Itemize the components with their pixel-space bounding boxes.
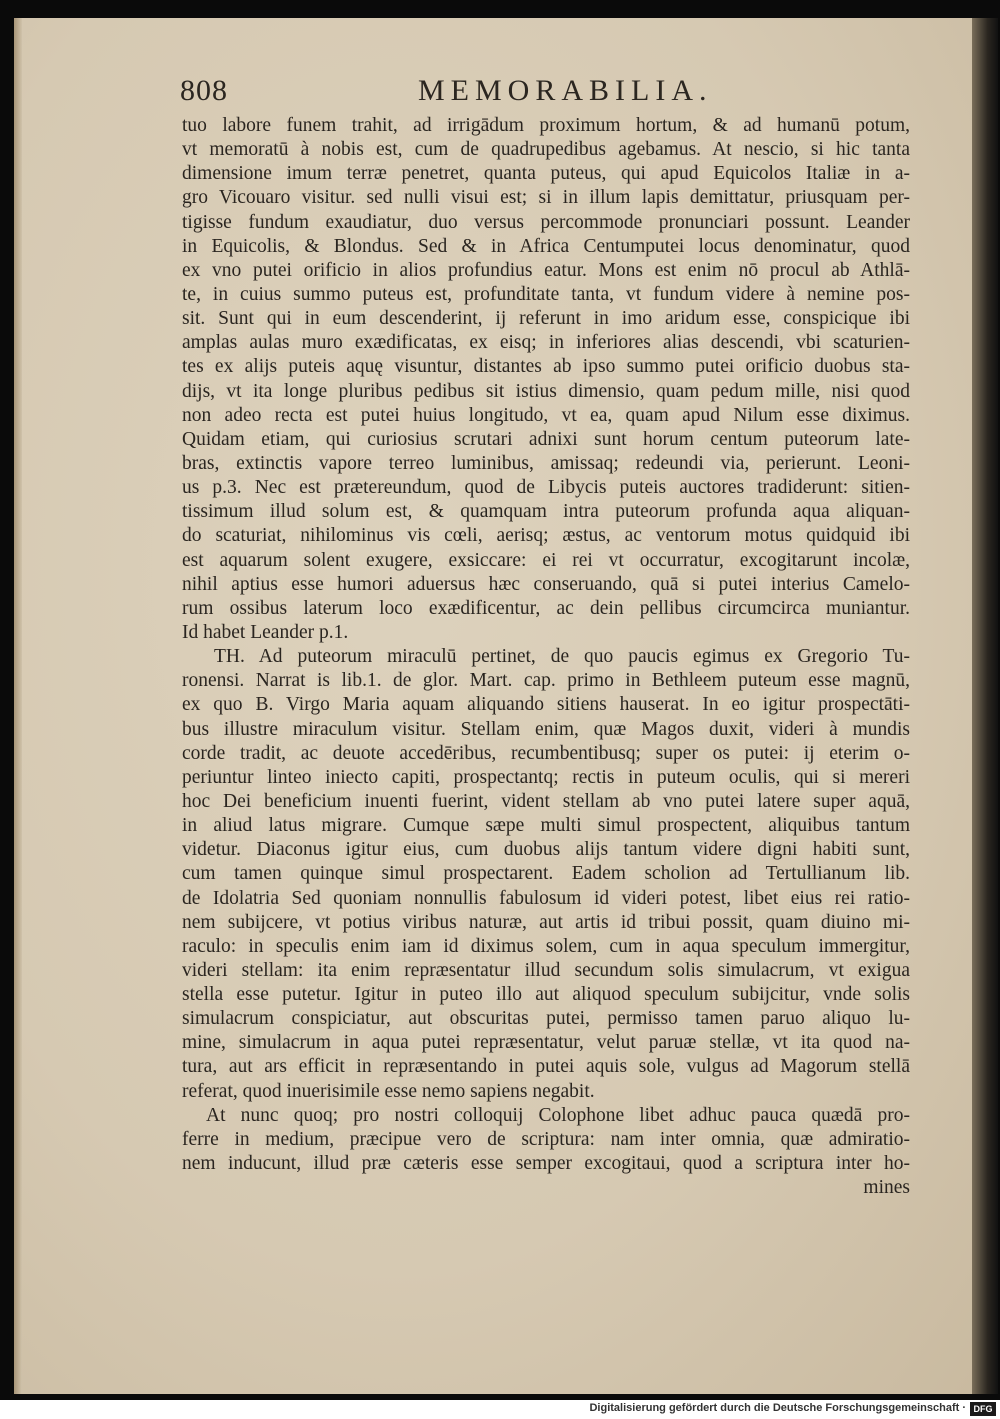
digitization-footer — [0, 1400, 1000, 1419]
text-line: ex quo B. Virgo Maria aquam aliquando sitiens hauserat. In eo igitur prospectāti- — [182, 694, 910, 716]
text-line: tes ex alijs puteis aquę visuntur, distantes ab ipso summo putei orificio duobus sta- — [182, 356, 910, 378]
text-line: ex vno putei orificio in alios profundius eatur. Mons est enim nō procul ab Athlā- — [182, 259, 910, 281]
text-line: Quidam etiam, qui curiosius scrutari adnixi sunt horum centum puteorum late- — [182, 428, 910, 450]
page-edge — [14, 18, 22, 1394]
text-line: nem inducunt, illud præ cæteris esse semper excogitaui, quod a scriptura inter ho- — [182, 1153, 910, 1175]
text-line: periuntur linteo iniecto capiti, prospectantq; rectis in puteum oculis, qui si mereri — [182, 766, 910, 788]
text-line: corde tradit, ac deuote accedēribus, recumbentibusq; super os putei: ij eterim o- — [182, 742, 910, 764]
text-line: tura, aut ars efficit in repræsentando in putei aquis sole, vulgus ad Magorum stellā — [182, 1056, 910, 1078]
text-line: TH. Ad puteorum miraculū pertinet, de quo paucis egimus ex Gregorio Tu- — [214, 646, 910, 668]
text-line: te, in cuius summo puteus est, profunditate tanta, vt fundum videre à nemine pos- — [182, 283, 910, 305]
text-line: mine, simulacrum in aqua putei repræsentatur, velut paruæ stellæ, vt ita quod na- — [182, 1032, 910, 1054]
catchword: mines — [863, 1177, 910, 1199]
text-line: est aquarum solent exugere, exsiccare: ei rei vt occurratur, excogitarunt incolæ, — [182, 549, 910, 571]
text-line: hoc Dei beneficium inuenti fuerint, vident stellam ab vno putei latere super aquā, — [182, 790, 910, 812]
text-line: bras, extinctis vapore terreo luminibus, amissaq; redeundi via, perierunt. Leoni- — [182, 452, 910, 474]
text-line: At nunc quoq; pro nostri colloquij Colophone libet adhuc pauca quædā pro- — [206, 1104, 910, 1126]
text-line: dimensione imum terræ penetret, quanta puteus, qui apud Equicolos Italiæ in a- — [182, 163, 910, 185]
page-header — [180, 74, 940, 114]
text-line: videtur. Diaconus igitur eius, cum duobus alijs tantum videre digni habiti sunt, — [182, 839, 910, 861]
text-line: us p.3. Nec est prætereundum, quod de Libycis puteis auctores tradiderunt: sitien- — [182, 477, 910, 499]
text-line: tuo labore funem trahit, ad irrigādum proximum hortum, & ad humanū potum, — [182, 115, 910, 136]
running-title: MEMORABILIA. — [418, 74, 713, 107]
text-line: vt memoratū à nobis est, cum de quadrupedibus agebamus. At nescio, si hic tanta — [182, 139, 910, 161]
text-line: tigisse fundum exaudiatur, duo versus percommode pronunciari possunt. Leander — [182, 211, 910, 233]
text-line: ronensi. Narrat is lib.1. de glor. Mart. cap. primo in Bethleem puteum esse magnū, — [182, 670, 910, 692]
text-line: rum ossibus laterum loco exædificentur, ac dein pellibus circumcirca muniantur. — [182, 597, 910, 619]
text-line: videri stellam: ita enim repræsentatur illud secundum solis simulacrum, vt exigua — [182, 959, 910, 981]
book-gutter — [972, 18, 998, 1394]
text-line: Id habet Leander p.1. — [182, 621, 349, 643]
text-line: dijs, vt ita longe pluribus pedibus sit istius dimensio, quam pedum mille, nisi quod — [182, 380, 910, 402]
page-number: 808 — [180, 74, 228, 107]
text-line: ferre in medium, præcipue vero de scriptura: nam inter omnia, quæ admiratio- — [182, 1128, 910, 1150]
text-line: tissimum illud solum est, & quamquam intra puteorum profunda aqua aliquan- — [182, 501, 910, 523]
text-line: in aliud latus migrare. Cumque sæpe multi simul prospectent, aliquibus tantum — [182, 815, 910, 837]
text-line: cum tamen quinque simul prospectarent. Eadem scholion ad Tertullianum lib. — [182, 863, 910, 885]
text-line: in Equicolis, & Blondus. Sed & in Africa Centumputei locus denominatur, quod — [182, 235, 910, 257]
text-line: sit. Sunt qui in eum descenderint, ij referunt in imo aridum esse, conspicique ibi — [182, 308, 910, 330]
body-text — [182, 114, 910, 1200]
text-line: de Idolatria Sed quoniam nonnullis fabulosum id videri potest, libet eius rei ratio- — [182, 887, 910, 909]
text-line: gro Vicouaro visitur. sed nulli visui est; si in illum lapis demittatur, priusquam per- — [182, 187, 910, 209]
text-line: amplas aulas muro exædificatas, ex eisq; in inferiores alias descendi, vbi scaturien- — [182, 332, 910, 354]
text-line: non adeo recta est putei huius longitudo, vt ea, quam apud Nilum esse diximus. — [182, 404, 910, 426]
footer-credit: Digitalisierung gefördert durch die Deutsche Forschungsgemeinschaft · — [589, 1402, 966, 1414]
text-line: raculo: in speculis enim iam id diximus solem, cum in aqua speculum immergitur, — [182, 935, 910, 957]
text-line: nihil aptius esse humori aduersus hæc conseruando, quā si putei interius Camelo- — [182, 573, 910, 595]
text-line: nem subijcere, vt potius viribus naturæ, aut artis id tribui possit, quam diuino mi- — [182, 911, 910, 933]
text-line: referat, quod inuerisimile esse nemo sapiens negabit. — [182, 1080, 595, 1102]
text-line: simulacrum conspiciatur, aut obscuritas putei, permisso tamen paruo aliquo lu- — [182, 1008, 910, 1030]
dfg-logo: DFG — [970, 1402, 996, 1416]
text-line: stella esse putetur. Igitur in puteo illo aut aliquod speculum subijcitur, vnde solis — [182, 984, 910, 1006]
text-line: bus illustre miraculum visitur. Stellam enim, quæ Magos duxit, videri à mundis — [182, 718, 910, 740]
text-line: do scaturiat, nihilominus vis cœli, aerisq; æstus, ac ventorum motus quidquid ibi — [182, 525, 910, 547]
